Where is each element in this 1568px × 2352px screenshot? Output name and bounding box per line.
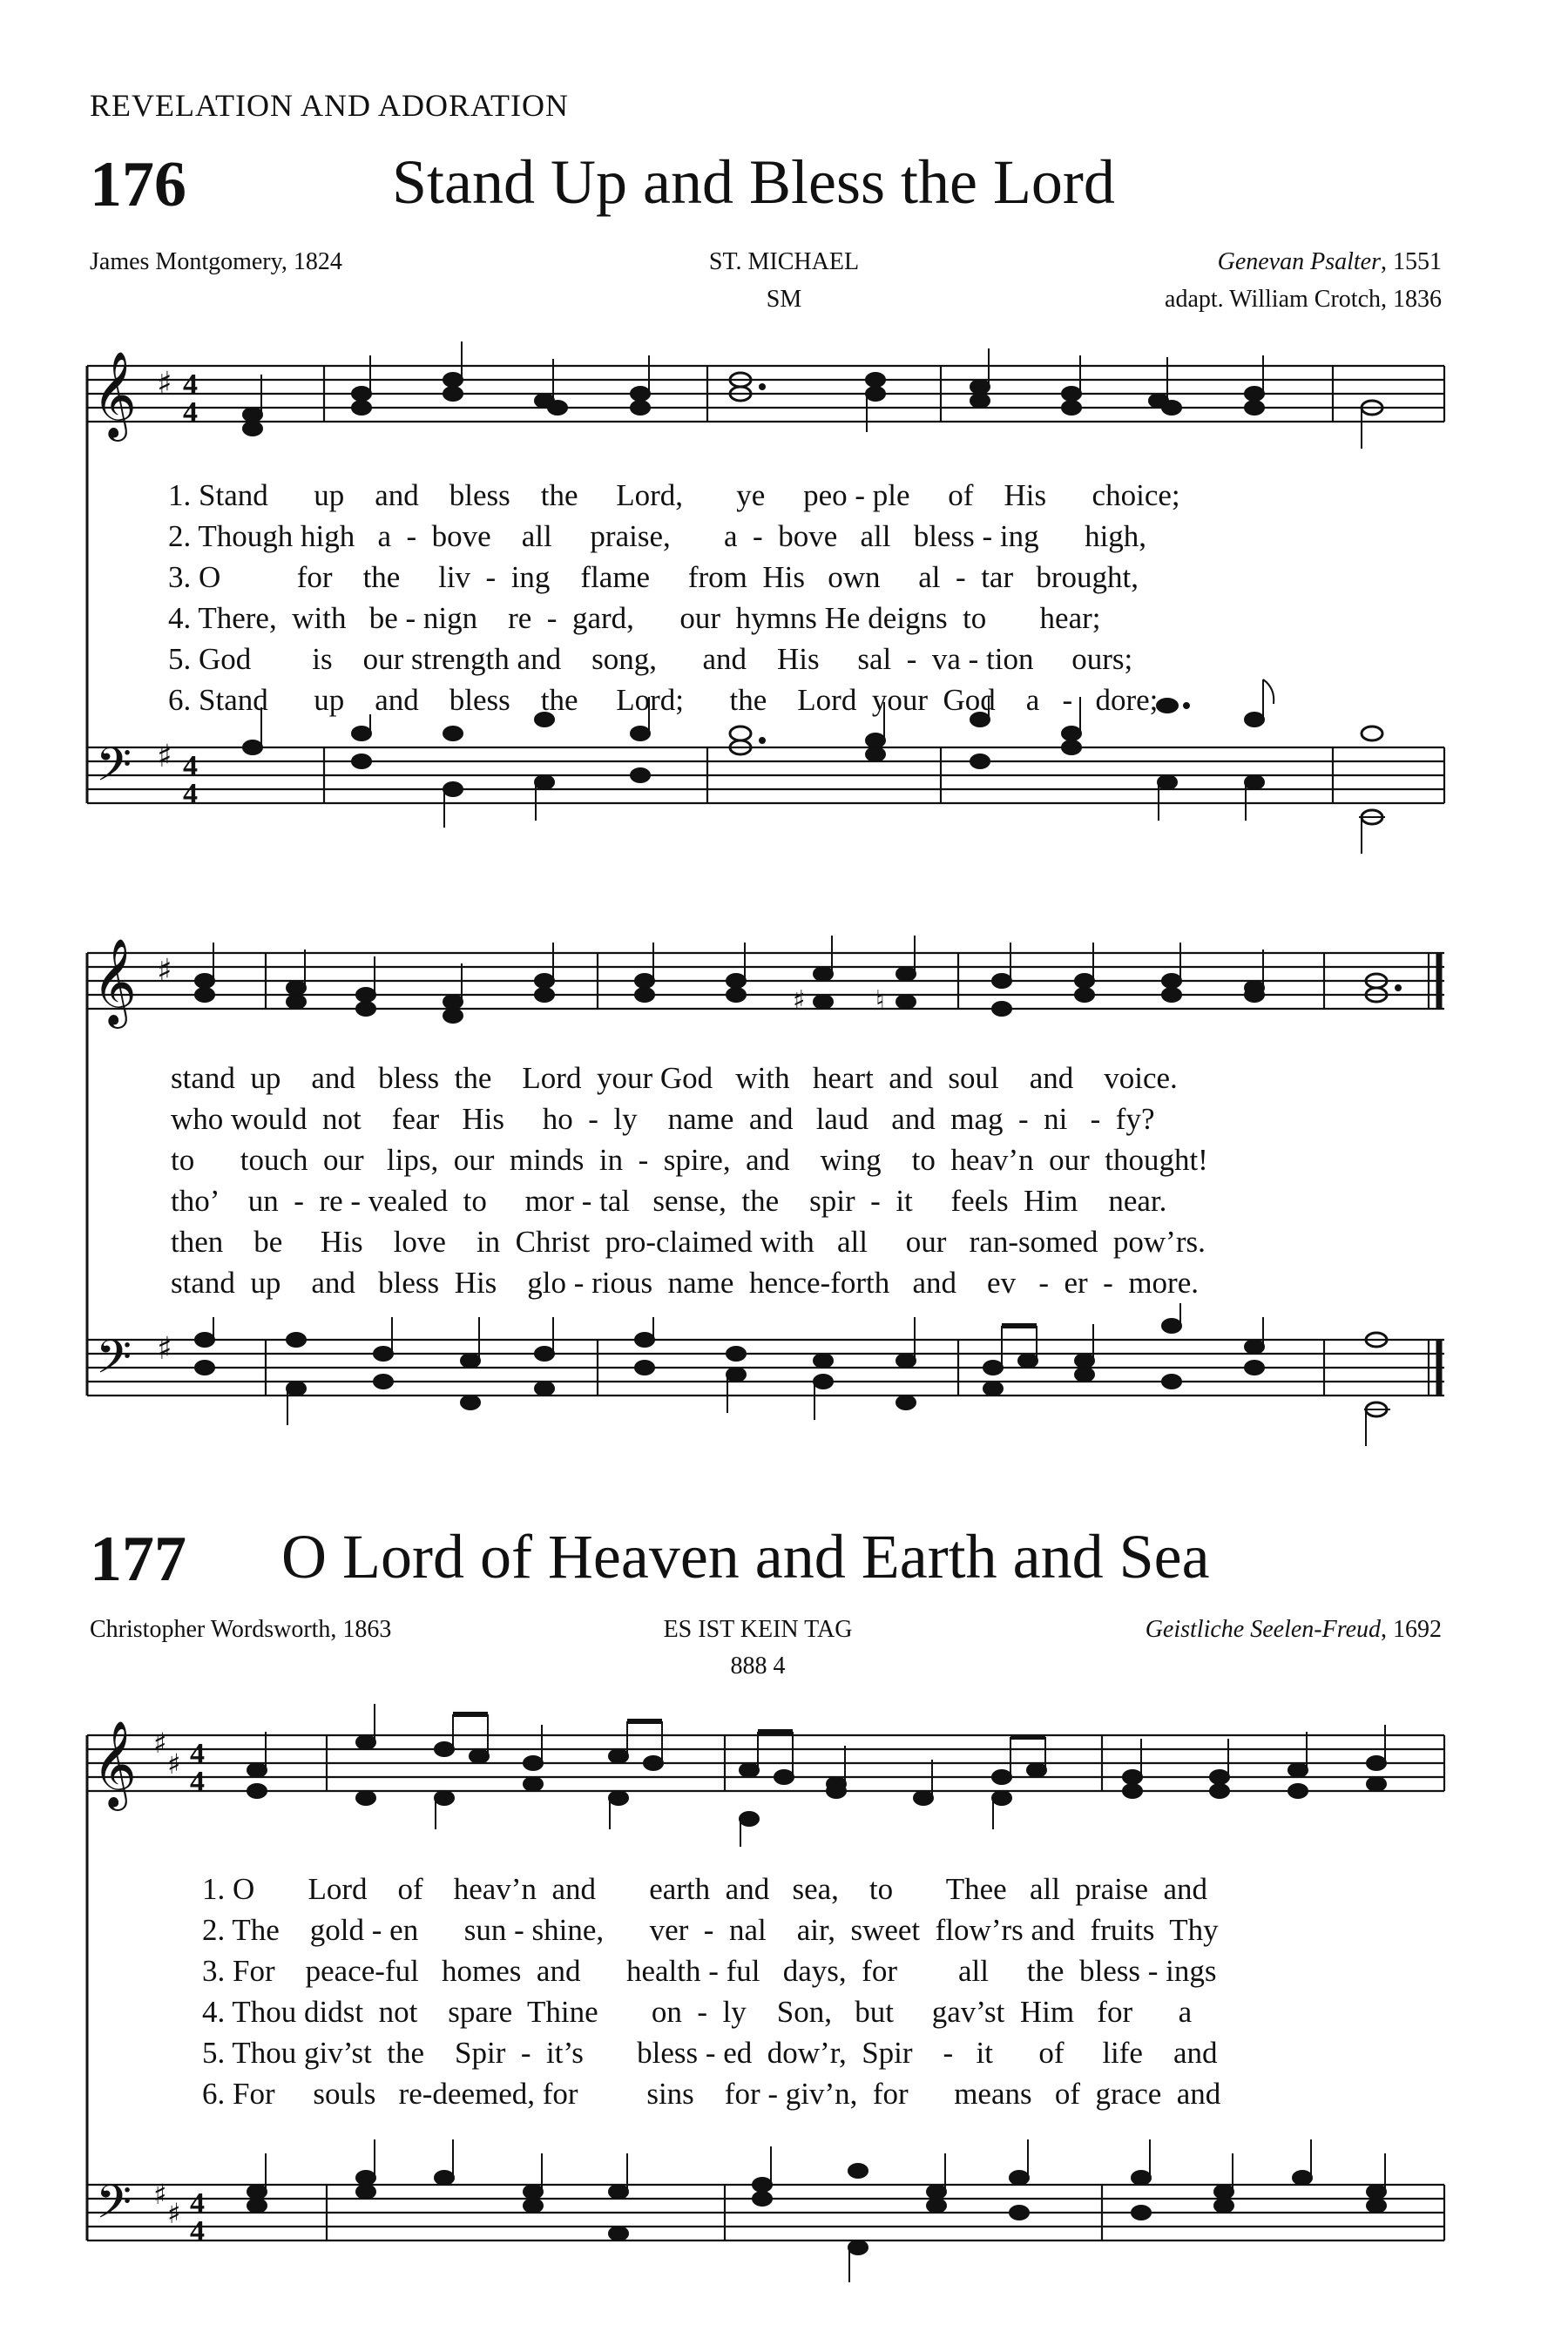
lyric-line: 4. There, with be - nign re - gard, our hymns He deigns to hear; [168,601,1101,635]
time-signature-177: 4/4 [101,2317,103,2318]
key-signature-icon: ♯ [157,739,172,774]
music-source-year: , 1692 [1381,1616,1442,1643]
music-source-title: Geistliche Seelen-Freud [1145,1616,1381,1643]
lyric-line: 1. Stand up and bless the Lord, ye peo - ple of His choice; [168,478,1180,512]
meter: 888 4 [730,1652,786,1680]
bass-clef-icon: 𝄢 [96,2176,132,2240]
lyric-line: 6. For souls re-deemed, for sins for - giv’n, for means of grace and [202,2077,1221,2111]
lyric-line: 5. God is our strength and song, and His sal - va - tion ours; [168,642,1133,676]
lyric-line: stand up and bless His glo - rious name hence-forth and ev - er - more. [171,1266,1199,1300]
lyric-line: 2. The gold - en sun - shine, ver - nal air, sweet flow’rs and fruits Thy [202,1913,1219,1947]
hymn-title: Stand Up and Bless the Lord [392,147,1115,217]
lyric-line: 3. O for the liv - ing flame from His own al - tar brought, [168,560,1139,594]
lyric-line: 5. Thou giv’st the Spir - it’s bless - ed dow’r, Spir - it of life and [202,2036,1218,2070]
arranger: adapt. William Crotch, 1836 [1165,286,1442,313]
time-signature-176: 4/4 [93,2317,95,2318]
meter: SM [766,286,802,313]
key-signature-icon: ♯ [167,2197,181,2230]
treble-clef-icon: 𝄞 [92,938,137,1025]
lyric-line: 6. Stand up and bless the Lord; the Lord your God a - dore; [168,683,1159,717]
key-signature-icon: ♯ [153,2178,167,2211]
natural-icon: ♮ [875,985,885,1016]
key-signature-177: D major (2 sharps) [94,2317,102,2318]
hymn-author: Christopher Wordsworth, 1863 [90,1616,392,1643]
tune-name: ST. MICHAEL [708,248,860,275]
lyric-line: then be His love in Christ pro-claimed with all our ran-somed pow’rs. [171,1225,1206,1259]
time-signature-top: 4 [183,750,198,782]
time-signature-bottom: 4 [183,396,198,429]
sharp-icon: ♯ [793,985,806,1016]
lyric-line: who would not fear His ho - ly name and laud and mag - ni - fy? [171,1102,1155,1136]
lyric-line: to touch our lips, our minds in - spire, and wing to heav’n our thought! [171,1143,1208,1177]
tune-name: ES IST KEIN TAG [663,1616,853,1643]
section-heading: REVELATION AND ADORATION [90,88,569,123]
lyric-line: stand up and bless the Lord your God with heart and soul and voice. [171,1061,1178,1095]
hymn-number: 177 [90,1524,186,1595]
treble-clef-icon: 𝄞 [92,1720,137,1808]
time-signature-bottom: 4 [190,1766,205,1798]
hymn-author: James Montgomery, 1824 [90,248,342,275]
key-signature-icon: ♯ [157,366,172,402]
lyric-line: 2. Though high a - bove all praise, a - bove all bless - ing high, [168,519,1147,553]
key-signature-icon: ♯ [157,953,172,989]
music-source-title: Genevan Psalter [1217,248,1381,275]
bass-clef-icon: 𝄢 [96,1331,132,1396]
key-signature-icon: ♯ [167,1747,181,1781]
time-signature-top: 4 [183,368,198,401]
hymn-number: 176 [90,149,186,220]
lyric-line: 3. For peace-ful homes and health - ful days, for all the bless - ings [202,1954,1217,1988]
lyric-line: 1. O Lord of heav’n and earth and sea, to Thee all praise and [202,1872,1208,1906]
music-source-year: , 1551 [1381,248,1442,275]
lyrics-block-177-1 [202,1869,1220,2114]
bass-clef-icon: 𝄢 [96,739,132,803]
time-signature-bottom: 4 [190,2215,205,2247]
hymn-title: O Lord of Heaven and Earth and Sea [281,1522,1210,1592]
key-signature-icon: ♯ [157,1331,172,1367]
notation-info [87,2317,103,2318]
time-signature-top: 4 [190,2187,205,2220]
time-signature-top: 4 [190,1738,205,1770]
lyric-line: 4. Thou didst not spare Thine on - ly Son, but gav’st Him for a [202,1995,1193,2029]
key-signature-icon: ♯ [153,1727,167,1760]
key-signature-176: G major (1 sharp) [87,2317,94,2318]
time-signature-bottom: 4 [183,778,198,810]
treble-clef-icon: 𝄞 [92,351,137,438]
lyric-line: tho’ un - re - vealed to mor - tal sense, the spir - it feels Him near. [171,1184,1167,1218]
